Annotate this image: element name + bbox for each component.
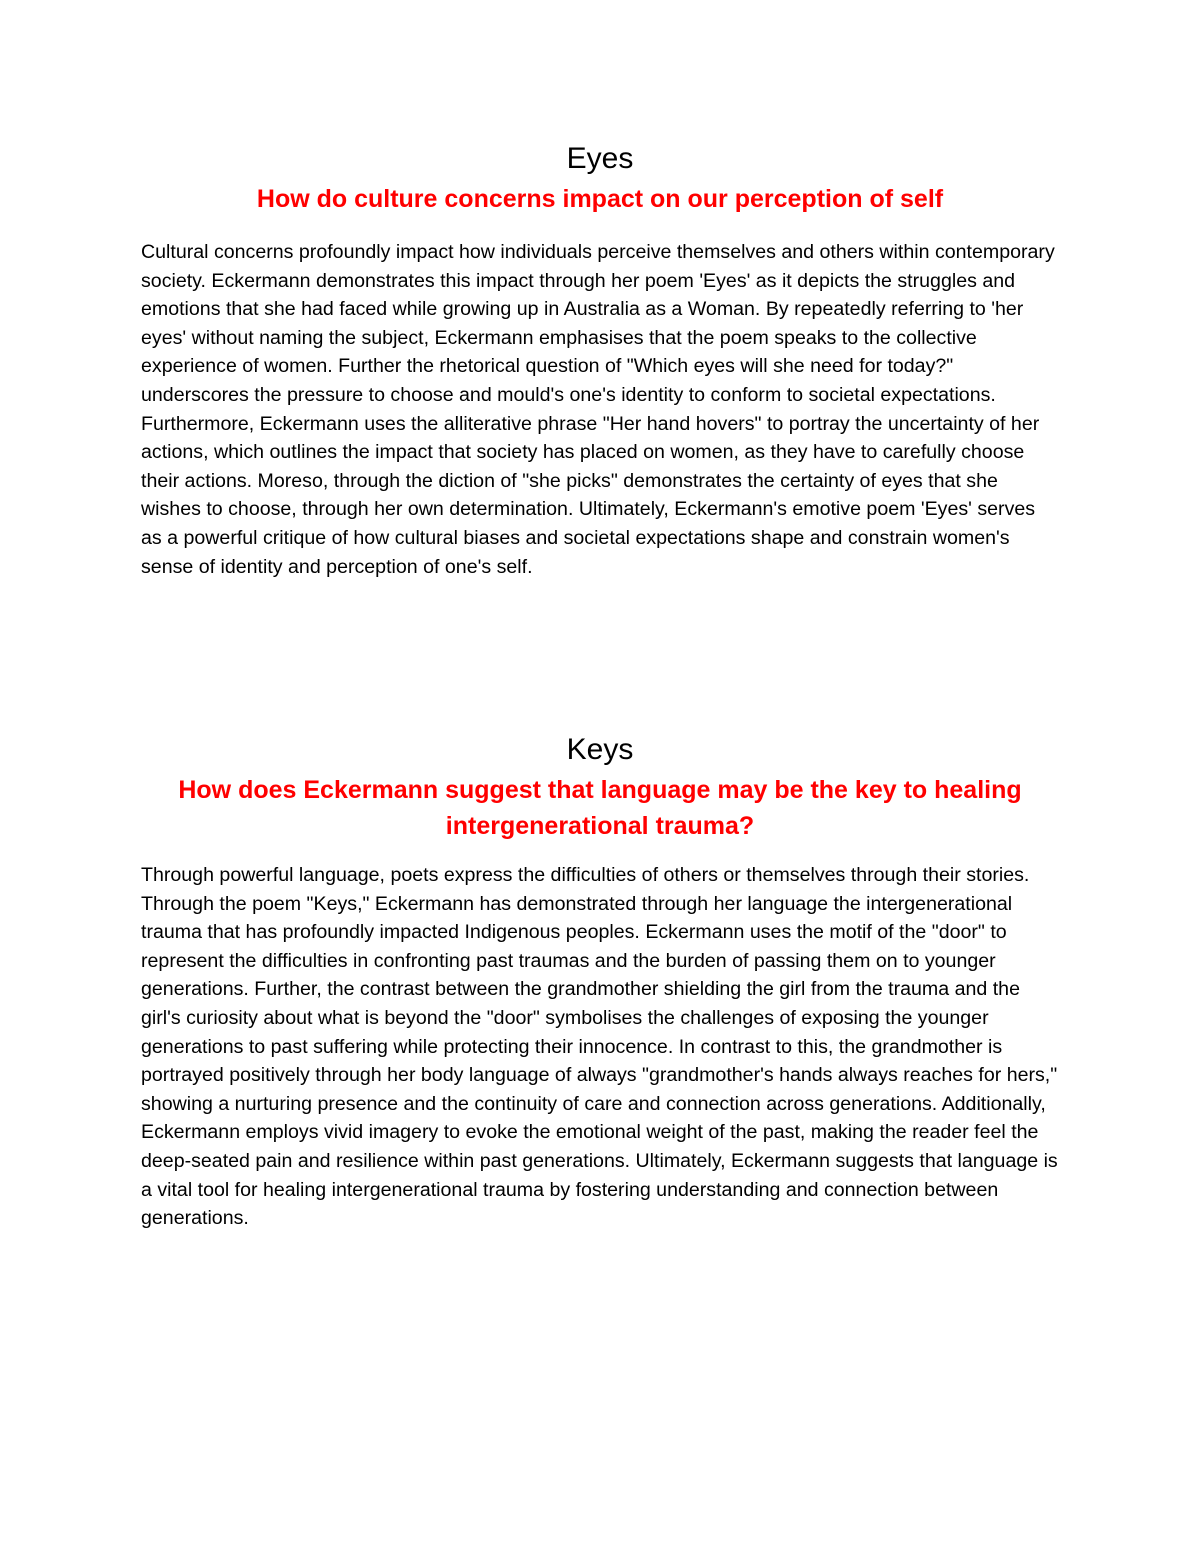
section-eyes bbox=[141, 140, 1059, 581]
section-question-eyes: How do culture concerns impact on our perception of self bbox=[256, 185, 944, 213]
section-keys bbox=[141, 731, 1059, 1233]
section-title-eyes: Eyes bbox=[566, 142, 634, 175]
section-body-eyes: Cultural concerns profoundly impact how individuals perceive themselves and others within contemporary society. Eckermann demonstrates this impact through her poem 'Eyes' as it depicts the struggles and emotions that she had faced while growing up in Australia as a Woman. By repeatedly referring to 'her eyes' without naming the subject, Eckermann emphasises that the poem speaks to the collective experience of women. Further the rhetorical question of "Which eyes will she need for today?" underscores the pressure to choose and mould's one's identity to conform to societal expectations. Furthermore, Eckermann uses the alliterative phrase "Her hand hovers" to portray the uncertainty of her actions, which outlines the impact that society has placed on women, as they have to carefully choose their actions. Moreso, through the diction of "she picks" demonstrates the certainty of eyes that she wishes to choose, through her own determination. Ultimately, Eckermann's emotive poem 'Eyes' serves as a powerful critique of how cultural biases and societal expectations shape and constrain women's sense of identity and perception of one's self. bbox=[141, 241, 1055, 578]
section-question-keys: How does Eckermann suggest that language may be the key to healing intergenerational trauma? bbox=[178, 776, 1022, 840]
section-title-keys: Keys bbox=[566, 733, 634, 766]
section-body-keys: Through powerful language, poets express the difficulties of others or themselves through their stories. Through the poem "Keys," Eckermann has demonstrated through her language the intergenerational trauma that has profoundly impacted Indigenous peoples. Eckermann uses the motif of the "door" to represent the difficulties in confronting past traumas and the burden of passing them on to younger generations. Further, the contrast between the grandmother shielding the girl from the trauma and the girl's curiosity about what is beyond the "door" symbolises the challenges of exposing the younger generations to past suffering while protecting their innocence. In contrast to this, the grandmother is portrayed positively through her body language of always "grandmother's hands always reaches for hers," showing a nurturing presence and the continuity of care and connection across generations. Additionally, Eckermann employs vivid imagery to evoke the emotional weight of the past, making the reader feel the deep-seated pain and resilience within past generations. Ultimately, Eckermann suggests that language is a vital tool for healing intergenerational trauma by fostering understanding and connection between generations. bbox=[141, 864, 1058, 1230]
